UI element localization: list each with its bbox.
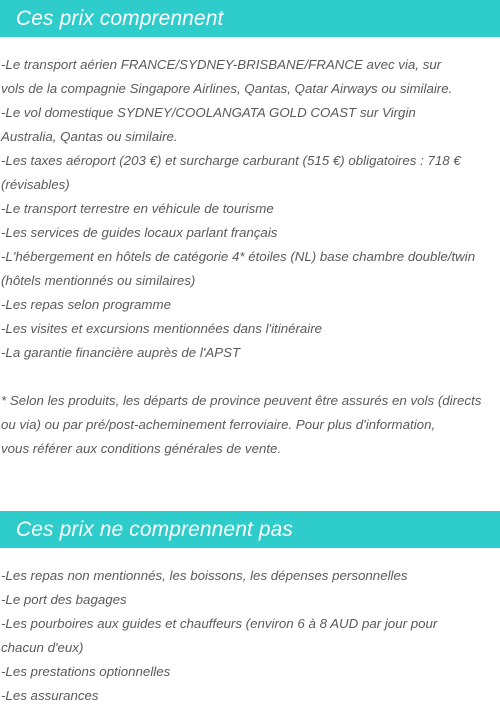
includes-line: vols de la compagnie Singapore Airlines, Qantas, Qatar Airways ou similaire. [1, 81, 453, 96]
excludes-line: -Les repas non mentionnés, les boissons, les dépenses personnelles [1, 568, 408, 583]
includes-line: Australia, Qantas ou similaire. [1, 129, 178, 144]
includes-line: (hôtels mentionnés ou similaires) [1, 273, 196, 288]
includes-line: -Le transport terrestre en véhicule de tourisme [1, 201, 274, 216]
excludes-line: -Les assurances [1, 688, 99, 703]
excludes-line: -Les prestations optionnelles [1, 664, 171, 679]
includes-line: -Les visites et excursions mentionnées dans l'itinéraire [1, 321, 323, 336]
excludes-list [0, 564, 500, 708]
includes-line: -Le vol domestique SYDNEY/COOLANGATA GOLD COAST sur Virgin [1, 105, 416, 120]
includes-line: -L'hébergement en hôtels de catégorie 4* étoiles (NL) base chambre double/twin [1, 249, 476, 264]
includes-line: -Les services de guides locaux parlant français [1, 225, 278, 240]
note-line: vous référer aux conditions générales de vente. [1, 441, 282, 456]
excludes-line: -Les pourboires aux guides et chauffeurs (environ 6 à 8 AUD par jour pour [1, 616, 438, 631]
includes-line: -Les repas selon programme [1, 297, 171, 312]
includes-line: (révisables) [1, 177, 70, 192]
excludes-section-header [0, 511, 500, 548]
includes-line: -Le transport aérien FRANCE/SYDNEY-BRISBANE/FRANCE avec via, sur [1, 57, 442, 72]
includes-line: -La garantie financière auprès de l'APST [1, 345, 241, 360]
departure-note [0, 389, 500, 461]
includes-line: -Les taxes aéroport (203 €) et surcharge carburant (515 €) obligatoires : 718 € [1, 153, 461, 168]
excludes-section-title: Ces prix ne comprennent pas [16, 518, 294, 541]
excludes-line: -Le port des bagages [1, 592, 127, 607]
includes-section-title: Ces prix comprennent [16, 7, 224, 30]
note-line: * Selon les produits, les départs de province peuvent être assurés en vols (directs [1, 393, 482, 408]
note-line: ou via) ou par pré/post-acheminement ferroviaire. Pour plus d'information, [1, 417, 436, 432]
includes-section-header [0, 0, 500, 37]
excludes-line: chacun d'eux) [1, 640, 84, 655]
includes-list [0, 53, 500, 365]
